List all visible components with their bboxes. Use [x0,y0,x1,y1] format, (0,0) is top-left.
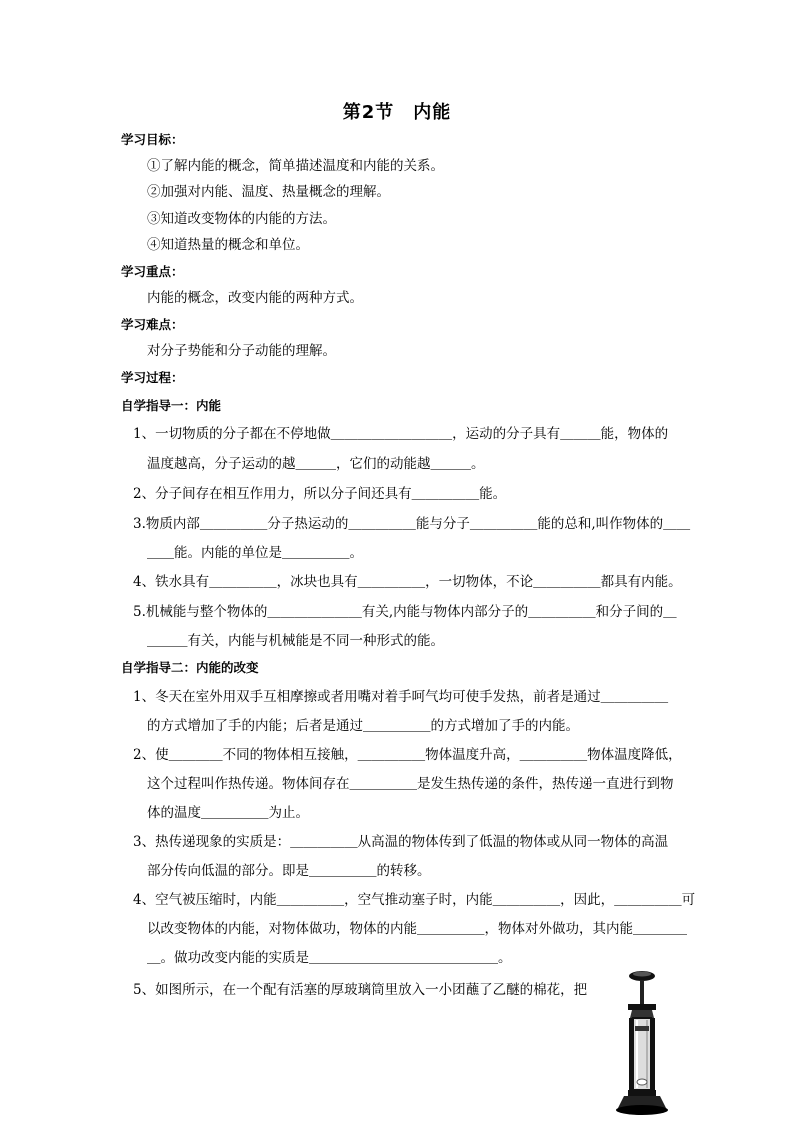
goal-item-3: ③知道改变物体的内能的方法。 [147,211,336,227]
guide2-line: 这个过程叫作热传递。物体间存在＿＿＿＿＿是发生热传递的条件，热传递一直进行到物 [147,776,674,792]
air-compression-apparatus-illustration [614,968,670,1118]
guide2-heading: 自学指导二：内能的改变 [121,660,259,675]
difficulties-heading: 学习难点： [121,317,184,332]
guide1-line: ＿＿能。内能的单位是＿＿＿＿＿。 [147,545,363,561]
goal-item-4: ④知道热量的概念和单位。 [147,237,309,253]
guide1-line: 温度越高，分子运动的越＿＿＿，它们的动能越＿＿＿。 [147,456,485,472]
guide1-line: ＿＿＿有关，内能与机械能是不同一种形式的能。 [147,633,444,649]
guide1-line: 5.机械能与整个物体的＿＿＿＿＿＿＿有关,内能与物体内部分子的＿＿＿＿＿和分子间的＿ [133,604,677,620]
page-title: 第2节 内能 [342,102,452,123]
guide2-line: 的方式增加了手的内能；后者是通过＿＿＿＿＿的方式增加了手的内能。 [147,718,579,734]
guide2-line: 2、使＿＿＿＿不同的物体相互接触，＿＿＿＿＿物体温度升高，＿＿＿＿＿物体温度降低， [133,747,682,763]
guide2-line: 以改变物体的内能，对物体做功，物体的内能＿＿＿＿＿，物体对外做功，其内能＿＿＿＿ [147,921,687,937]
guide2-line: 1、冬天在室外用双手互相摩擦或者用嘴对着手呵气均可使手发热，前者是通过＿＿＿＿＿ [133,689,669,705]
guide2-line: 3、热传递现象的实质是：＿＿＿＿＿从高温的物体传到了低温的物体或从同一物体的高温 [133,834,669,850]
guide1-line: 4、铁水具有＿＿＿＿＿，冰块也具有＿＿＿＿＿，一切物体，不论＿＿＿＿＿都具有内能。 [133,574,682,590]
goal-item-2: ②加强对内能、温度、热量概念的理解。 [147,184,390,200]
key-points-heading: 学习重点： [121,264,184,279]
guide2-line: ＿。做功改变内能的实质是＿＿＿＿＿＿＿＿＿＿＿＿＿＿。 [147,950,512,966]
goal-item-1: ①了解内能的概念，简单描述温度和内能的关系。 [147,158,444,174]
guide1-line: 2、分子间存在相互作用力，所以分子间还具有＿＿＿＿＿能。 [133,486,507,502]
difficulties-text: 对分子势能和分子动能的理解。 [147,343,336,359]
guide1-heading: 自学指导一：内能 [121,398,222,413]
process-heading: 学习过程： [121,370,184,385]
guide2-line: 5、如图所示，在一个配有活塞的厚玻璃筒里放入一小团蘸了乙醚的棉花，把 [133,982,588,998]
guide2-line: 部分传向低温的部分。即是＿＿＿＿＿的转移。 [147,863,431,879]
key-points-text: 内能的概念，改变内能的两种方式。 [147,290,363,306]
guide1-line: 3.物质内部＿＿＿＿＿分子热运动的＿＿＿＿＿能与分子＿＿＿＿＿能的总和,叫作物体的＿＿ [133,516,691,532]
goals-heading: 学习目标： [121,132,184,147]
guide2-line: 体的温度＿＿＿＿＿为止。 [147,805,309,821]
guide1-line: 1、一切物质的分子都在不停地做＿＿＿＿＿＿＿＿＿，运动的分子具有＿＿＿能，物体的 [133,426,669,442]
guide2-line: 4、空气被压缩时，内能＿＿＿＿＿，空气推动塞子时，内能＿＿＿＿＿，因此，＿＿＿＿＿可 [133,892,696,908]
